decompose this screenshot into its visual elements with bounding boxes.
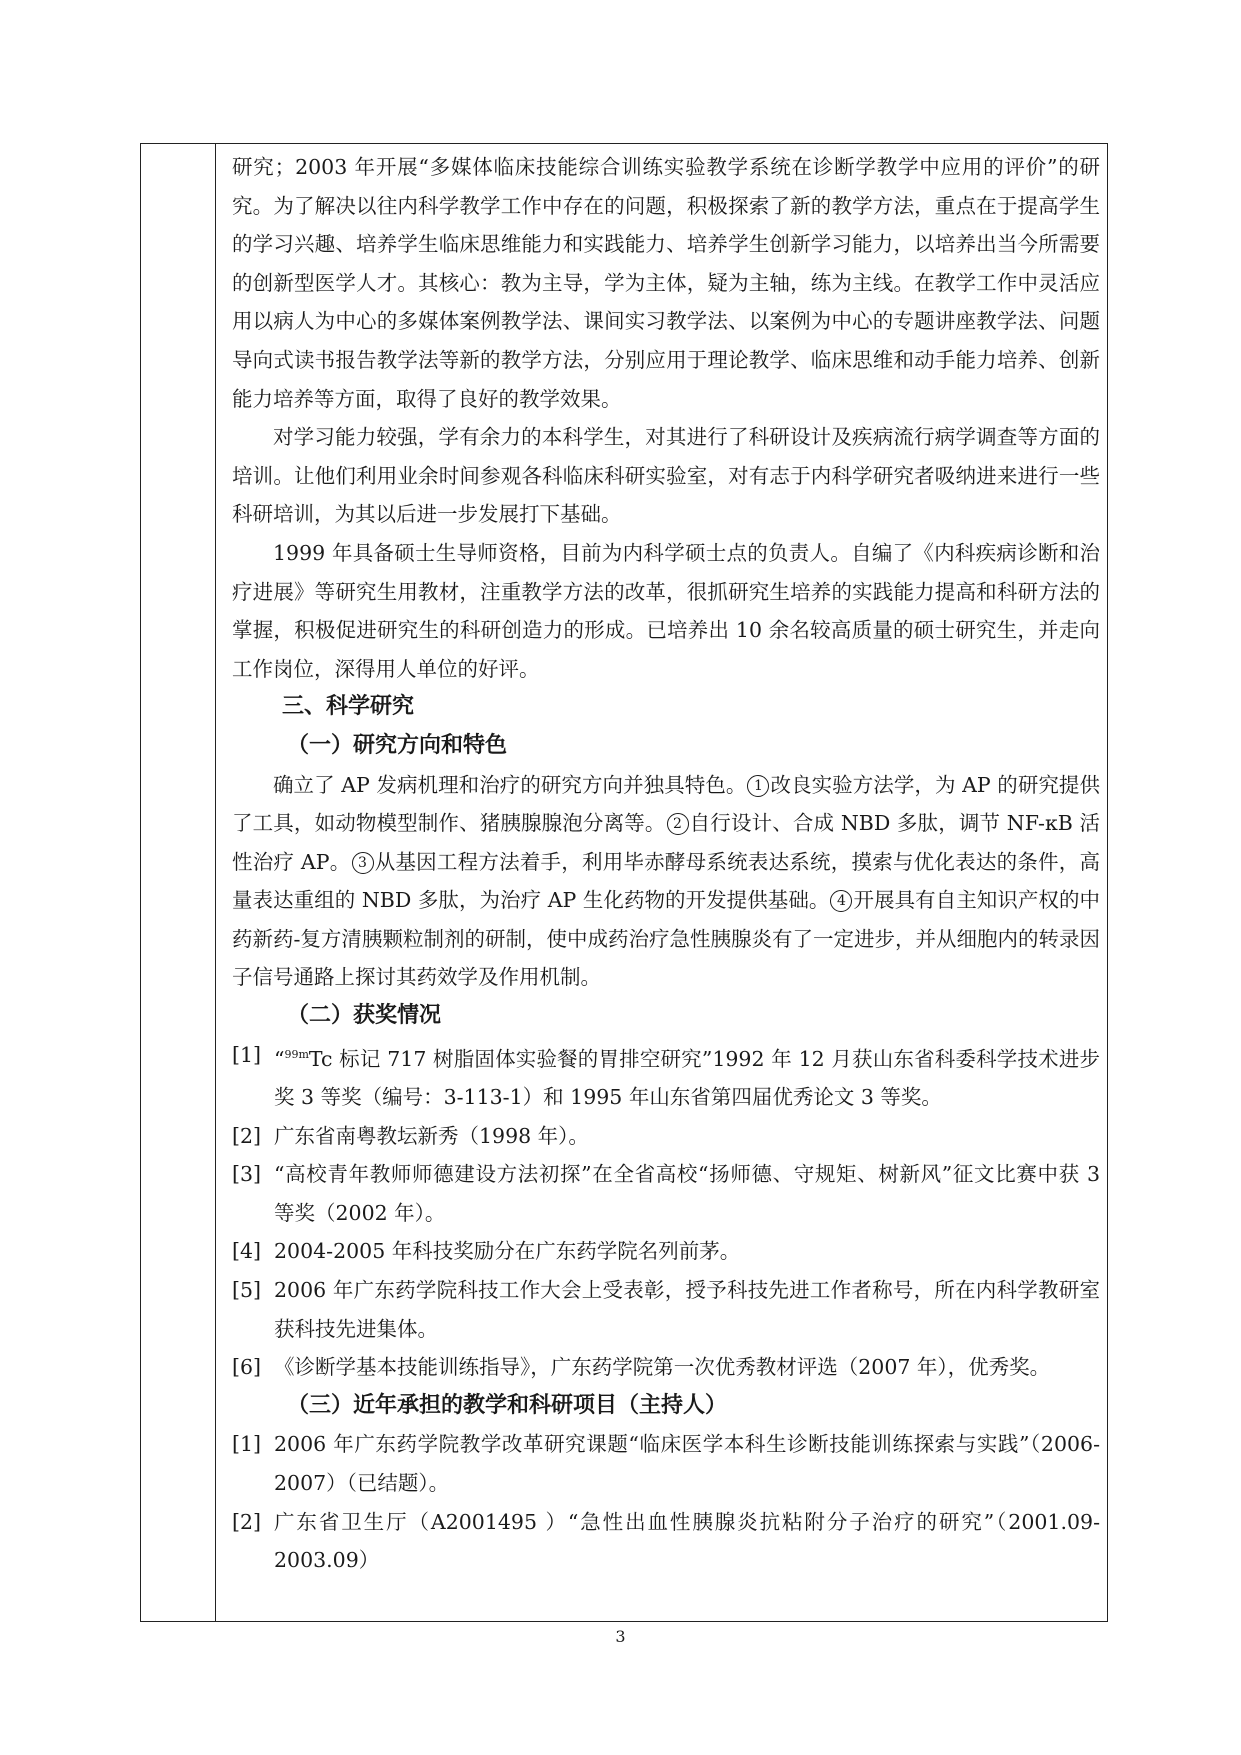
circled-number-2: 2 [667, 813, 689, 835]
direction-intro: 确立了 AP 发病机理和治疗的研究方向并独具特色。 [273, 772, 747, 797]
teaching-paragraph-1: 研究；2003 年开展“多媒体临床技能综合训练实验教学系统在诊断学教学中应用的评价”的研究。为了解决以往内科学教学工作中存在的问题，积极探索了新的教学方法，重点在于提高学生的学习兴趣、培养学生临床思维能力和实践能力、培养学生创新学习能力，以培养出当今所需要的创新型医学人才。其核心：教为主导，学为主体，疑为主轴，练为主线。在教学工作中灵活应用以病人为中心的多媒体案例教学法、课间实习教学法、以案例为中心的专题讲座教学法、问题导向式读书报告教学法等新的教学方法，分别应用于理论教学、临床思维和动手能力培养、创新能力培养等方面，取得了良好的教学效果。 [232, 155, 1100, 411]
project-item [232, 1503, 1100, 1580]
project-item-text: 2006 年广东药学院教学改革研究课题“临床医学本科生诊断技能训练探索与实践”（2006-2007）（已结题）。 [274, 1432, 1100, 1496]
award-item [232, 1271, 1100, 1348]
circled-number-4: 4 [830, 890, 852, 912]
award-item [232, 1155, 1100, 1232]
award-item-number: [6] [232, 1355, 262, 1380]
award-item-number: [5] [232, 1278, 262, 1303]
direction-point-2: 自行设计、合成 NBD 多肽，调节 NF-κB 活性治疗 AP。 [232, 811, 1100, 874]
column-divider [215, 144, 216, 1621]
award-item-number: [3] [232, 1162, 262, 1187]
award-item-text: “高校青年教师师德建设方法初探”在全省高校“扬师德、守规矩、树新风”征文比赛中获 3 等奖（2002 年）。 [274, 1162, 1100, 1225]
subheading-awards: （二）获奖情况 [287, 1003, 442, 1029]
section-heading-research: 三、科学研究 [282, 694, 415, 720]
page-number: 3 [615, 1627, 626, 1646]
direction-point-4: 开展具有自主知识产权的中药新药-复方清胰颗粒制剂的研制，使中成药治疗急性胰腺炎有了一定进步，并从细胞内的转录因子信号通路上探讨其药效学及作用机制。 [232, 888, 1101, 990]
award-quote-open: “ [274, 1046, 285, 1071]
award-item-number: [2] [232, 1123, 262, 1148]
award-item-text: 广东省南粤教坛新秀（1998 年）。 [274, 1123, 589, 1148]
award-item-rest: Tc 标记 717 树脂固体实验餐的胃排空研究”1992 年 12 月获山东省科委科学技术进步奖 3 等奖（编号：3-113-1）和 1995 年山东省第四届优秀论文 3 等奖。 [274, 1046, 1100, 1110]
award-item-number: [4] [232, 1239, 262, 1264]
content-cell [232, 148, 1100, 1580]
award-item-text: 2004-2005 年科技奖励分在广东药学院名列前茅。 [274, 1239, 741, 1264]
circled-number-1: 1 [747, 775, 769, 797]
award-item-text: 《诊断学基本技能训练指导》，广东药学院第一次优秀教材评选（2007 年），优秀奖。 [274, 1355, 1051, 1380]
award-item [232, 1036, 1100, 1117]
subheading-research-direction: （一）研究方向和特色 [287, 732, 508, 758]
teaching-paragraph-3: 1999 年具备硕士生导师资格，目前为内科学硕士点的负责人。自编了《内科疾病诊断和治疗进展》等研究生用教材，注重教学方法的改革，很抓研究生培养的实践能力提高和科研方法的掌握，积极促进研究生的科研创造力的形成。已培养出 10 余名较高质量的硕士研究生，并走向工作岗位，深得用人单位的好评。 [232, 540, 1100, 681]
direction-point-3: 从基因工程方法着手，利用毕赤酵母系统表达系统，摸索与优化表达的条件，高量表达重组的 NBD 多肽，为治疗 AP 生化药物的开发提供基础。 [232, 849, 1101, 913]
isotope-superscript: 99m [284, 1047, 309, 1061]
direction-point-1: 改良实验方法学，为 AP 的研究提供了工具，如动物模型制作、猪胰腺腺泡分离等。 [232, 772, 1100, 836]
award-item-text [274, 1036, 1100, 1117]
project-item [232, 1425, 1100, 1502]
award-item [232, 1232, 1100, 1271]
form-table [140, 143, 1108, 1622]
project-item-text: 广东省卫生厅（A2001495 ）“急性出血性胰腺炎抗粘附分子治疗的研究”（2001.09-2003.09） [274, 1509, 1100, 1573]
subheading-projects: （三）近年承担的教学和科研项目（主持人） [287, 1392, 728, 1418]
project-item-number: [1] [232, 1432, 262, 1457]
project-item-number: [2] [232, 1509, 262, 1534]
circled-number-3: 3 [352, 852, 374, 874]
award-item [232, 1348, 1100, 1387]
award-item-text: 2006 年广东药学院科技工作大会上受表彰，授予科技先进工作者称号，所在内科学教研室获科技先进集体。 [274, 1278, 1100, 1341]
teaching-paragraph-2: 对学习能力较强，学有余力的本科学生，对其进行了科研设计及疾病流行病学调查等方面的培训。让他们利用业余时间参观各科临床科研实验室，对有志于内科学研究者吸纳进来进行一些科研培训，为其以后进一步发展打下基础。 [232, 425, 1100, 527]
research-direction-paragraph [232, 766, 1100, 998]
award-item-number: [1] [232, 1042, 262, 1067]
award-item [232, 1117, 1100, 1156]
